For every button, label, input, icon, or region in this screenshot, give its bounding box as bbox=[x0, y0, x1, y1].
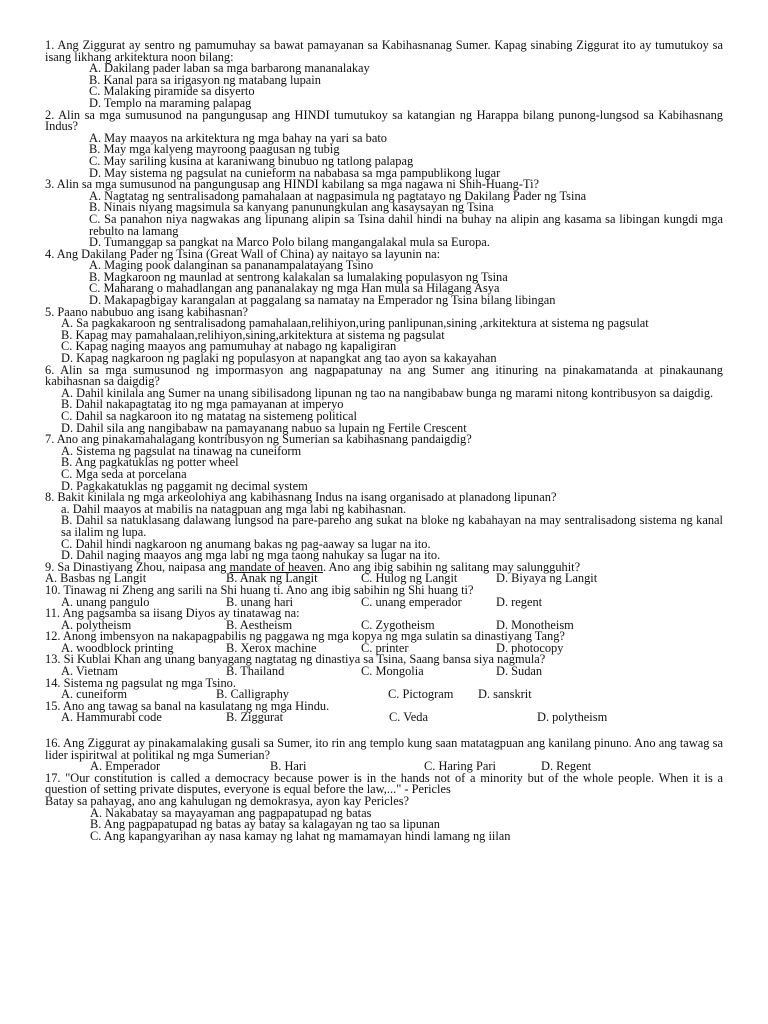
question-10-choice-c: C. unang emperador bbox=[361, 594, 462, 609]
question-10-stem: 10. Tinawag ni Zheng ang sarili na Shi huang ti. Ano ang ibig sabihin ng Shi huang ti? bbox=[45, 582, 474, 597]
question-17-quote: 17. "Our constitution is called a democracy because power is in the hands not of a minority but of the whole people. When it is a question of setting private disputes, everyone is equal before the law,..." - Pericles bbox=[45, 770, 723, 797]
question-1-choice-b: B. Kanal para sa irigasyon ng matabang lupain bbox=[89, 72, 321, 87]
question-13-stem: 13. Si Kublai Khan ang unang banyagang nagtatag ng dinastiya sa Tsina, Saang bansa siya nagmula? bbox=[45, 652, 546, 667]
question-12-choice-b: B. Xerox machine bbox=[226, 640, 317, 655]
question-16-choice-c: C. Haring Pari bbox=[424, 759, 496, 774]
question-15-choices bbox=[45, 712, 723, 724]
question-10-choice-b: B. unang hari bbox=[226, 594, 294, 609]
question-14-choice-a: A. cuneiform bbox=[61, 687, 128, 702]
question-2-choice-a: A. May maayos na arkitektura ng mga bahay na yari sa bato bbox=[89, 130, 387, 145]
question-11-choice-c: C. Zygotheism bbox=[361, 617, 435, 632]
question-1-choice-c: C. Malaking piramide sa disyerto bbox=[89, 84, 255, 99]
question-3-choice-a: A. Nagtatag ng sentralisadong pamahalaan at nagpasimula ng pagtatayo ng Dakilang Pader ng Tsina bbox=[89, 188, 587, 203]
question-6-choice-d: D. Dahil sila ang nangibabaw na pamayanang nabuo sa lupain ng Fertile Crescent bbox=[61, 420, 467, 435]
question-12-choice-d: D. photocopy bbox=[496, 640, 564, 655]
question-15-choice-d: D. polytheism bbox=[537, 710, 608, 725]
question-11-choice-b: B. Aestheism bbox=[226, 617, 293, 632]
question-8-choice-b: B. Dahil sa natuklasang dalawang lungsod na pare-pareho ang sukat na bloke ng kabahayan na may sentralisadong sistema ng kanal sa ilalim ng lupa. bbox=[61, 513, 723, 539]
question-1-choice-d: D. Templo na maraming palapag bbox=[89, 95, 252, 110]
question-8-stem: 8. Bakit kinilala ng mga arkeolohiya ang kabihasnang Indus na isang organisado at planadong lipunan? bbox=[45, 490, 557, 505]
question-14-choice-b: B. Calligraphy bbox=[216, 687, 289, 702]
question-10-choice-d: D. regent bbox=[496, 594, 543, 609]
question-13-choice-d: D. Sudan bbox=[496, 664, 543, 679]
question-16-choice-a: A. Emperador bbox=[90, 759, 161, 774]
question-1-stem: 1. Ang Ziggurat ay sentro ng pamumuhay sa bawat pamayanan sa Kabihasnanag Sumer. Kapag sinabing Ziggurat ito ay tumutukoy sa isang likhang arkitektura noon bilang: bbox=[45, 38, 723, 64]
question-13-choice-c: C. Mongolia bbox=[361, 664, 424, 679]
question-6-stem-text: 6. Alin sa mga sumusunod ng impormasyon ang nagpapatunay na ang Sumer ang itinuring na pinakamatanda at pinakaunang kabihasnan sa daigdig? bbox=[45, 362, 723, 389]
question-2-stem: 2. Alin sa mga sumusunod na pangungusap ang HINDI tumutukoy sa katangian ng Harappa bilang punong-lungsod sa Kabihasnang Indus? bbox=[45, 107, 723, 134]
question-15-choice-b: B. Ziggurat bbox=[226, 710, 284, 725]
question-11-stem: 11. Ang pagsamba sa iisang Diyos ay tinatawag na: bbox=[45, 606, 300, 621]
question-1-choice-a: A. Dakilang pader laban sa mga barbarong mananalakay bbox=[89, 61, 370, 76]
question-6-stem bbox=[45, 362, 723, 389]
question-10-choice-a: A. unang pangulo bbox=[61, 594, 150, 609]
question-17-choice-c: C. Ang kapangyarihan ay nasa kamay ng lahat ng mamamayan hindi lamang ng iilan bbox=[90, 828, 511, 843]
question-9-choice-c: C. Hulog ng Langit bbox=[361, 571, 458, 586]
question-11-choice-d: D. Monotheism bbox=[496, 617, 574, 632]
question-2-choice-c: C. May sariling kusina at karaniwang binubuo ng tatlong palapag bbox=[89, 153, 414, 168]
question-5-stem: 5. Paano nabubuo ang isang kabihasnan? bbox=[45, 304, 249, 319]
question-12-choice-c: C. printer bbox=[361, 640, 409, 655]
question-15-choice-c: C. Veda bbox=[389, 710, 429, 725]
question-7-choice-a: A. Sistema ng pagsulat na tinawag na cuneiform bbox=[61, 443, 302, 458]
question-4-choice-d: D. Makapagbigay karangalan at paggalang sa namatay na Emperador ng Tsina bilang libingan bbox=[89, 293, 556, 308]
question-9-choice-b: B. Anak ng Langit bbox=[226, 571, 318, 586]
question-6-choice-b: B. Dahil nakapagtatag ito ng mga pamayanan at imperyo bbox=[61, 397, 344, 412]
question-9-choice-a: A. Basbas ng Langit bbox=[45, 571, 147, 586]
question-14-stem: 14. Sistema ng pagsulat ng mga Tsino. bbox=[45, 675, 236, 690]
question-7-choice-c: C. Mga seda at porcelana bbox=[61, 466, 187, 481]
question-14-choice-d: D. sanskrit bbox=[478, 687, 532, 702]
question-17-choice-b: B. Ang pagpapatupad ng batas ay batay sa kalagayan ng tao sa lipunan bbox=[90, 817, 440, 832]
question-3-choice-d: D. Tumanggap sa pangkat na Marco Polo bilang mangangalakal mula sa Europa. bbox=[89, 235, 490, 250]
question-7-stem: 7. Ano ang pinakamahalagang kontribusyon ng Sumerian sa kabihasnang pandaigdig? bbox=[45, 432, 472, 447]
question-15-stem: 15. Ano ang tawag sa banal na kasulatang ng mga Hindu. bbox=[45, 698, 330, 713]
question-9-stem-part-2: . Ano ang ibig sabihin ng salitang may salungguhit? bbox=[323, 559, 581, 574]
question-13-choice-a: A. Vietnam bbox=[61, 664, 118, 679]
question-3-choice-b: B. Ninais niyang magsimula sa kanyang panunungkulan ang kasaysayan ng Tsina bbox=[89, 200, 494, 215]
question-7-choice-b: B. Ang pagkatuklas ng potter wheel bbox=[61, 455, 239, 470]
question-5-choice-c: C. Kapag naging maayos ang pamumuhay at nabago ng kapaligiran bbox=[61, 339, 397, 354]
question-5-choice-d: D. Kapag nagkaroon ng paglaki ng populasyon at napangkat ang tao ayon sa kakayahan bbox=[61, 351, 497, 366]
question-4-choice-b: B. Magkaroon ng maunlad at sentrong kalakalan sa lumalaking populasyon ng Tsina bbox=[89, 269, 508, 284]
question-4-choice-a: A. Maging pook dalanginan sa pananampalatayang Tsino bbox=[89, 258, 374, 273]
question-17-choice-a: A. Nakabatay sa mayayaman ang pagpapatupad ng batas bbox=[90, 805, 372, 820]
question-16-choice-d: D. Regent bbox=[541, 759, 592, 774]
question-3-stem: 3. Alin sa mga sumusunod na pangungusap ang HINDI kabilang sa mga nagawa ni Shih-Huang-Ti? bbox=[45, 177, 540, 192]
question-5-choice-a: A. Sa pagkakaroon ng sentralisadong pamahalaan,relihiyon,uring panlipunan,sining ,arkitektura at sistema ng pagsulat bbox=[61, 316, 649, 331]
question-16-choice-b: B. Hari bbox=[270, 759, 307, 774]
question-12-choice-a: A. woodblock printing bbox=[61, 640, 174, 655]
question-9-stem-part-1: 9. Sa Dinastiyang Zhou, naipasa ang bbox=[45, 559, 230, 574]
question-7-choice-d: D. Pagkakatuklas ng paggamit ng decimal system bbox=[61, 478, 308, 493]
question-5-choice-b: B. Kapag may pamahalaan,relihiyon,sining,arkitektura at sistema ng pagsulat bbox=[61, 327, 445, 342]
question-9-choice-d: D. Biyaya ng Langit bbox=[496, 571, 598, 586]
question-16-stem: 16. Ang Ziggurat ay pinakamalaking gusali sa Sumer, ito rin ang templo kung saan matatagpuan ang kanilang pinuno. Ano ang tawag sa lider ispiritwal at politikal ng mga Sumerian? bbox=[45, 736, 723, 762]
question-8-choice-a: a. Dahil maayos at mabilis na natagpuan ang mga labi ng kabihasnan. bbox=[61, 501, 407, 516]
question-2-choice-b: B. May mga kalyeng mayroong paagusan ng tubig bbox=[89, 142, 340, 157]
question-9-underlined-term: mandate of heaven bbox=[229, 559, 324, 574]
question-6-choice-c: C. Dahil sa nagkaroon ito ng matatag na sistemeng political bbox=[61, 409, 357, 423]
question-6-choice-a: A. Dahil kinilala ang Sumer na unang sibilisadong lipunan ng tao na nangibabaw bunga ng marami nitong kontribusyon sa daigdig. bbox=[61, 385, 714, 400]
question-14-choice-c: C. Pictogram bbox=[388, 687, 454, 702]
worksheet-document bbox=[45, 40, 723, 842]
question-15-choice-a: A. Hammurabi code bbox=[61, 710, 162, 725]
question-3-choice-c: C. Sa panahon niya nagwakas ang lipunang alipin sa Tsina dahil hindi na buhay na alipin ang kasama sa libingan kungdi mga rebulto na lamang bbox=[89, 211, 723, 238]
question-17-stem: Batay sa pahayag, ano ang kahulugan ng demokrasya, ayon kay Pericles? bbox=[45, 794, 410, 808]
question-2-choice-d: D. May sistema ng pagsulat na cunieform na nababasa sa mga pampublikong lugar bbox=[89, 165, 501, 180]
question-4-choice-c: C. Maharang o mahadlangan ang pananalakay ng mga Han mula sa Hilagang Asya bbox=[89, 281, 500, 296]
question-4-stem: 4. Ang Dakilang Pader ng Tsina (Great Wall of China) ay naitayo sa layunin na: bbox=[45, 246, 441, 261]
question-8-choice-d: D. Dahil naging maayos ang mga labi ng mga taong nahukay sa lugar na ito. bbox=[61, 548, 441, 563]
question-8-choice-c: C. Dahil hindi nagkaroon ng anumang bakas ng pag-aaway sa lugar na ito. bbox=[61, 536, 431, 551]
question-12-stem: 12. Anong imbensyon na nakapagpabilis ng paggawa ng mga kopya ng mga sulatin sa dinastiyang Tang? bbox=[45, 629, 565, 644]
question-11-choice-a: A. polytheism bbox=[61, 617, 132, 632]
question-13-choice-b: B. Thailand bbox=[226, 664, 285, 679]
